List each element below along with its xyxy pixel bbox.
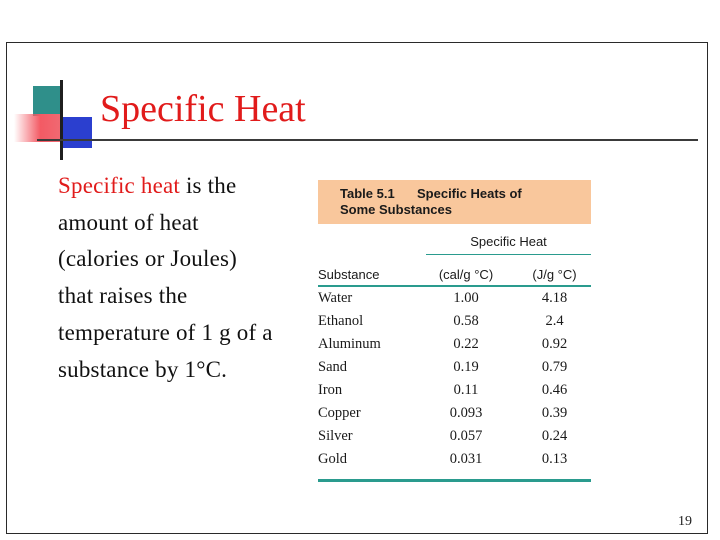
title-underline <box>37 139 698 141</box>
cell-joules: 0.24 <box>541 428 568 444</box>
page-number: 19 <box>678 514 692 529</box>
cell-cal: 0.093 <box>449 405 483 421</box>
cell-substance: Water <box>318 290 353 306</box>
table-bottom-rule <box>318 479 591 482</box>
cell-substance: Aluminum <box>318 336 381 352</box>
table-caption-line1: Specific Heats of <box>417 186 522 201</box>
table-row <box>318 449 591 472</box>
body-definition: is the amount of heat (calories or Joules) that raises the temperature of 1 g of a substance by 1°C. <box>58 173 273 382</box>
cell-joules: 0.79 <box>541 359 568 375</box>
cell-joules: 0.92 <box>541 336 568 352</box>
cell-joules: 4.18 <box>541 290 568 306</box>
decorative-teal-square <box>33 86 63 116</box>
cell-cal: 0.057 <box>449 428 483 444</box>
decorative-vertical-line <box>60 80 63 160</box>
cell-substance: Silver <box>318 428 353 444</box>
slide-title: Specific Heat <box>100 88 306 130</box>
table-row <box>318 380 591 403</box>
column-header-joules: (J/g °C) <box>532 267 577 282</box>
cell-joules: 0.39 <box>541 405 568 421</box>
highlighted-term: Specific heat <box>58 173 181 198</box>
body-paragraph <box>58 168 273 388</box>
table-row <box>318 288 591 311</box>
table-row <box>318 403 591 426</box>
cell-joules: 0.46 <box>541 382 568 398</box>
cell-joules: 2.4 <box>545 313 564 329</box>
cell-cal: 0.031 <box>449 451 483 467</box>
cell-substance: Copper <box>318 405 361 421</box>
table-body <box>318 288 591 472</box>
cell-substance: Iron <box>318 382 343 398</box>
cell-cal: 0.11 <box>453 382 479 398</box>
table-caption <box>318 180 591 224</box>
cell-cal: 0.58 <box>453 313 479 329</box>
column-header-cal: (cal/g °C) <box>438 267 494 282</box>
table-row <box>318 426 591 449</box>
cell-substance: Sand <box>318 359 347 375</box>
table-number: Table 5.1 <box>340 186 395 201</box>
column-header-substance: Substance <box>318 267 380 282</box>
cell-cal: 1.00 <box>453 290 479 306</box>
header-rule <box>318 285 591 287</box>
decorative-blue-square <box>60 117 92 148</box>
group-header-rule <box>426 254 591 255</box>
cell-joules: 0.13 <box>541 451 568 467</box>
table-row <box>318 357 591 380</box>
table-row <box>318 311 591 334</box>
cell-cal: 0.19 <box>453 359 479 375</box>
specific-heat-table <box>318 180 591 485</box>
group-header: Specific Heat <box>470 234 547 249</box>
decorative-red-square <box>14 114 62 142</box>
cell-cal: 0.22 <box>453 336 479 352</box>
cell-substance: Ethanol <box>318 313 364 329</box>
table-caption-line2: Some Substances <box>340 202 452 217</box>
table-row <box>318 334 591 357</box>
cell-substance: Gold <box>318 451 347 467</box>
